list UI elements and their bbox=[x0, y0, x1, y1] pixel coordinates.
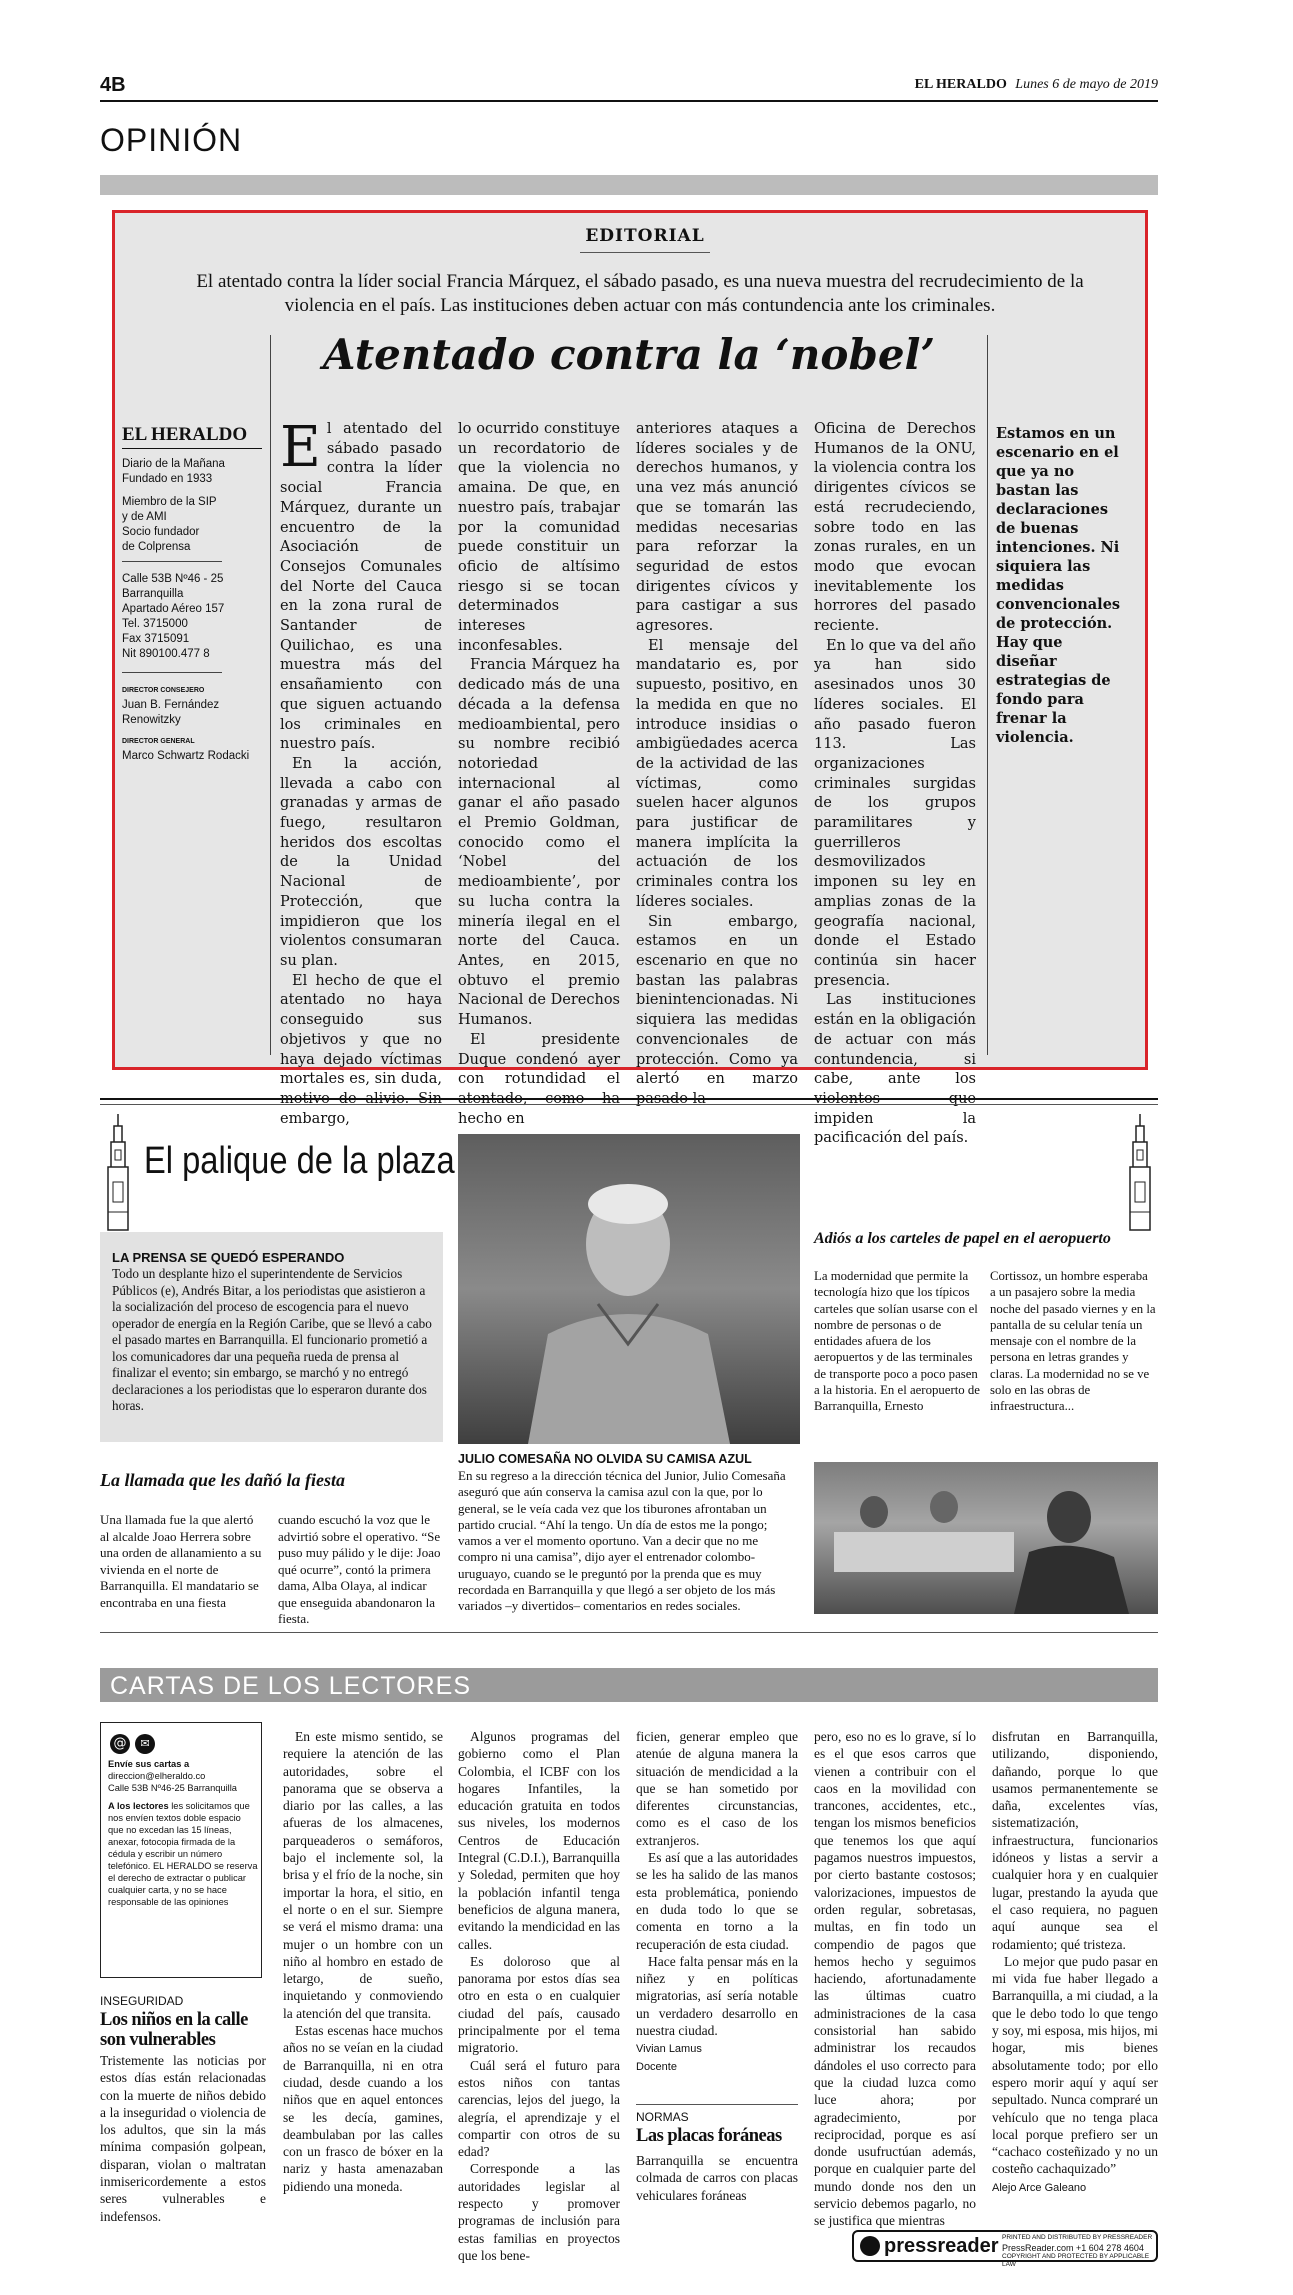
director-label: DIRECTOR CONSEJERO bbox=[122, 687, 205, 694]
editorial-column-2 bbox=[458, 420, 620, 1129]
julio-text: En su regreso a la dirección técnica del Junior, Julio Comesaña aseguró que aún conserva la camisa azul con la que, por lo general, se le veía cada vez que los tiburones afrontaban un partido crucial. “Ahí la tengo. Un día de estos me la pongo; vamos a ver el momento oportuno. Van a decir que no me compro ni una camisa”, dijo ayer el entrenador colombo-uruguayo, cuando se le preguntó por la prenda que es muy recordada en Barranquilla y que llegó a ser objeto de los más variados –y divertidos– comentarios en redes sociales. bbox=[458, 1468, 786, 1614]
carta-paragraph: Lo mejor que pudo pasar en mi vida fue haber llegado a Barranquilla, a mi ciudad, a la que le debo todo lo que tengo y soy, mi esposa, mis hijos, mi hogar, mis bienes absolutamente todo; por ello espero morir aquí y aquí ser sepultado. Nunca compraré un vehículo que no tenga placa local porque prefiero ser un “cachaco costeñizado y no un costeño cachaquizado” bbox=[992, 1953, 1158, 2177]
pressreader-line: PressReader.com +1 604 278 4604 bbox=[1002, 2242, 1144, 2253]
masthead-line: Fax 3715091 bbox=[122, 633, 190, 645]
page-header-right bbox=[915, 76, 1158, 93]
carta-col-4 bbox=[636, 1728, 798, 2076]
info-line: Calle 53B Nº46-25 Barranquilla bbox=[108, 1783, 237, 1793]
editorial-paragraph: El hecho de que el atentado no haya conseguido sus objetivos y que no haya dejado víctimas mortales es, sin duda, motivo de alivio. Sin embargo, bbox=[280, 972, 442, 1127]
editorial-paragraph: Sin embargo, estamos en un escenario en que no bastan las palabras bienintencionadas. Ni siquiera las medidas convencionales de protección. Como ya alertó en marzo pasado la bbox=[636, 913, 798, 1107]
publication-name: EL HERALDO bbox=[914, 77, 1007, 92]
airport-figures bbox=[814, 1462, 1158, 1614]
editorial-paragraph: En la acción, llevada a cabo con granadas y armas de fuego, resultaron heridos dos escoltas de la Unidad Nacional de Protección, que impidieron que los violentos consumaran su plan. bbox=[280, 755, 442, 969]
editorial-paragraph: anteriores ataques a líderes sociales y de derechos humanos, y una vez más anunció que se tomarán las medidas necesarias para reforzar la seguridad de estos dirigentes cívicos y para castigar a sus agresores. bbox=[636, 421, 798, 635]
llamada-col-b: cuando escuchó la voz que le advirtió sobre el operativo. “Se puso muy pálido y le dije: Joao qué ocurre”, contó la primera dama, Alba Olaya, al indicar que enseguida abandonaron la fiesta. bbox=[278, 1512, 441, 1626]
masthead-line: Tel. 3715000 bbox=[122, 618, 188, 630]
director-name: Juan B. Fernández Renowitzky bbox=[122, 699, 220, 726]
editorial-paragraph: l atentado del sábado pasado contra la líder social Francia Márquez, durante un encuentro de la Asociación de Consejos Comunales del Norte del Cauca en la zona rural de Santander de Quilichao, es una muestra más del ensañamiento con que siguen actuando los criminales en nuestro país. bbox=[280, 421, 442, 753]
pressreader-logo-icon bbox=[860, 2236, 880, 2256]
palique-rule-bottom bbox=[100, 1632, 1158, 1633]
editorial-paragraph: Las instituciones están en la obligación de actuar con más contundencia, si cabe, ante los violentos que impiden la pacificación del país. bbox=[814, 992, 976, 1147]
head-ninos: Los niños en la calle son vulnerables bbox=[100, 2010, 248, 2050]
kicker-inseguridad: INSEGURIDAD bbox=[100, 1994, 184, 2008]
info-line: direccion@elheraldo.co bbox=[108, 1771, 206, 1781]
editorial-paragraph: El mensaje del mandatario es, por supuesto, positivo, en la medida en que no introduce insidias o ambigüedades acerca de la actividad de las víctimas, como suelen hacer algunos para justificar de manera implícita la actuación de los criminales contra los líderes sociales. bbox=[636, 637, 798, 910]
masthead bbox=[122, 424, 262, 764]
masthead-line: de Colprensa bbox=[122, 541, 191, 553]
carta-col-6 bbox=[992, 1728, 1158, 2197]
kicker-normas: NORMAS bbox=[636, 2110, 689, 2124]
text-ninos: Tristemente las noticias por estos días están relacionadas con la muerte de niños debido a la inseguridad o violencia de los adultos, que sin la más mínima compasión golpean, disparan, violan o maltratan inmisericordemente a estos seres vulnerables e indefensos. bbox=[100, 2053, 266, 2224]
editorial-paragraph: En lo que va del año ya han sido asesinados unos 30 líderes sociales. El año pasado fueron 113. Las organizaciones criminales surgidas de los grupos paramilitares y guerrilleros desmovilizados imponen su ley en amplias zonas de la geografía nacional, donde el Estado continúa sin hacer presencia. bbox=[814, 637, 976, 989]
mail-icon: ✉ bbox=[135, 1734, 155, 1754]
carta-paragraph: Algunos programas del gobierno como el Plan Colombia, el ICBF con los hogares Infantiles, la educación gratuita en todos sus niveles, los modernos Centros de Educación Integral (C.D.I.), Barranquilla y Soledad, permiten que hoy la población infantil tenga beneficios de alguna manera, evitando la mendicidad en las calles. bbox=[458, 1729, 620, 1952]
carta-paragraph: Estas escenas hace muchos años no se veían en la ciudad de Barranquilla, ni en otra ciudad, desde cuando a los niños que en aquel entonces se les decía, gamines, deambulaban por las calles con un frasco de bóxer en la nariz y hasta amenazaban pidiendo una moneda. bbox=[283, 2023, 443, 2194]
normas-rule bbox=[636, 2104, 798, 2105]
adios-col-a: La modernidad que permite la tecnología hizo que los típicos carteles que solían usarse con el nombre de personas o de entidades afuera de los aeropuertos y de las terminales de transporte poco a poco pasen a la historia. En el aeropuerto de Barranquilla, Ernesto bbox=[814, 1269, 980, 1414]
julio-photo bbox=[458, 1134, 800, 1444]
kicker-rule bbox=[580, 252, 710, 253]
masthead-line: Barranquilla bbox=[122, 588, 184, 600]
airport-photo bbox=[814, 1462, 1158, 1614]
editorial-headline: Atentado contra la ‘nobel’ bbox=[322, 330, 936, 379]
adios-head: Adiós a los carteles de papel en el aeropuerto bbox=[814, 1230, 1111, 1247]
dropcap: E bbox=[280, 415, 321, 480]
pullquote: Estamos en un escenario en el que ya no bastan las declaraciones de buenas intenciones. Ni siquiera las medidas convencionales de protección. Hay que diseñar estrategias de fondo para frenar la violencia. bbox=[996, 425, 1121, 746]
contact-icons bbox=[110, 1732, 155, 1754]
masthead-line: Calle 53B Nº46 - 25 bbox=[122, 573, 224, 585]
llamada-head: La llamada que les dañó la fiesta bbox=[100, 1470, 345, 1490]
carta-col-3 bbox=[458, 1728, 620, 2264]
carta-col-5: pero, eso no es lo grave, sí lo es el que esos carros que vienen a contribuir con el caos en la movilidad con trancones, accidentes, etc., tengan los mismos beneficios que tenemos los que aquí pagamos nuestros impuestos, por cierto bastante costosos; valorizaciones, impuestos de orden regular, sobretasas, multas, en fin todo un compendio de pagos que hemos hecho y seguimos haciendo, afortunadamente las últimas cuatro administraciones de la casa consistorial han sabido administrar los recaudos dándoles el uso correcto para que la ciudad luzca como luce ahora; por agradecimiento, por reciprocidad, porque es así donde usufructúan además, porque en cualquier parte del mundo donde nos den un servicio debemos pagarlo, no se justifica que mientras bbox=[814, 1729, 976, 2229]
pressreader-line: COPYRIGHT AND PROTECTED BY APPLICABLE LAW bbox=[1002, 2252, 1150, 2268]
person-figure bbox=[458, 1134, 800, 1444]
masthead-line: y de AMI bbox=[122, 511, 167, 523]
editorial-kicker: EDITORIAL bbox=[585, 226, 705, 246]
palique-rule-top bbox=[100, 1098, 1158, 1100]
carta-paragraph: Es así que a las autoridades se les ha salido de las manos esta problemática, poniendo en duda todo lo que se comenta en torno a la recuperación de esta ciudad. bbox=[636, 1850, 798, 1952]
header-rule bbox=[100, 100, 1158, 102]
masthead-line: Miembro de la SIP bbox=[122, 496, 217, 508]
general-name: Marco Schwartz Rodacki bbox=[122, 750, 250, 762]
signature: Vivian Lamus bbox=[636, 2043, 702, 2056]
info-text: les solicitamos que nos envíen textos doble espacio que no excedan las 15 líneas, anexar, fotocopia firmada de la cédula y escribir un número telefónico. EL HERALDO se reserva el derecho de extractar o publicar cualquier carta, y no se hace responsable de las opiniones bbox=[108, 1801, 258, 1907]
editorial-deck: El atentado contra la líder social Francia Márquez, el sábado pasado, es una nueva muestra del recrudecimiento de la violencia en el país. Las instituciones deben actuar con más contundencia ante los criminales. bbox=[196, 271, 1084, 316]
general-label: DIRECTOR GENERAL bbox=[122, 738, 195, 745]
carta-paragraph: Hace falta pensar más en la niñez y en políticas migratorias, así sería notable un verdadero desarrollo en nuestra ciudad. bbox=[636, 1953, 798, 2039]
headline-rule-left bbox=[270, 335, 271, 1055]
at-icon: @ bbox=[110, 1734, 130, 1754]
prensa-head: LA PRENSA SE QUEDÓ ESPERANDO bbox=[112, 1250, 345, 1265]
prensa-text: Todo un desplante hizo el superintendente de Servicios Públicos (e), Andrés Bitar, a los periodistas que asistieron a la socialización del proceso de escogencia para el nuevo operador de energía en la Región Caribe, que se llevó a cabo el pasado martes en Barranquilla. El funcionario prometió a los comunicadores dar una pequeña rueda de prensa al finalizar el evento; sin embargo, se marchó y no entregó declaraciones a los periodistas que lo esperaron durante dos horas. bbox=[112, 1266, 432, 1413]
signature-role: Docente bbox=[636, 2060, 677, 2073]
julio-head: JULIO COMESAÑA NO OLVIDA SU CAMISA AZUL bbox=[458, 1452, 752, 1466]
tower-icon bbox=[1122, 1112, 1158, 1232]
head-placas: Las placas foráneas bbox=[636, 2126, 782, 2146]
masthead-line: Diario de la Mañana bbox=[122, 458, 225, 470]
masthead-line: Nit 890100.477 8 bbox=[122, 648, 210, 660]
editorial-paragraph: Oficina de Derechos Humanos de la ONU, la violencia contra los dirigentes cívicos se está recrudeciendo, sobre todo en las zonas rurales, en un modo que evocan inevitablemente los horrores del pasado reciente. bbox=[814, 421, 976, 635]
section-bar bbox=[100, 175, 1158, 195]
editorial-paragraph: El presidente Duque condenó ayer con rotundidad el atentado, como ha hecho en bbox=[458, 1031, 620, 1127]
editorial-column-4 bbox=[814, 420, 976, 1149]
masthead-line: Fundado en 1933 bbox=[122, 473, 213, 485]
text-placas: Barranquilla se encuentra colmada de carros con placas vehiculares foráneas bbox=[636, 2153, 798, 2203]
info-bold: A los lectores bbox=[108, 1801, 169, 1811]
page-date: Lunes 6 de mayo de 2019 bbox=[1015, 77, 1158, 92]
carta-paragraph: En este mismo sentido, se requiere la atención de las autoridades, sobre el panorama que se observa a diario por las calles, a las afueras de los almacenes, parqueaderos o semáforos, bajo el inclemente sol, la brisa y el frío de la noche, sin importar la hora, el sitio, en el norte o en el sur. Siempre se verá el mismo drama: una mujer o un hombre con un niño al hombro en estado de letargo, de sueño, inquietando y conmoviendo la atención del que transita. bbox=[283, 1729, 443, 2021]
adios-col-b: Cortissoz, un hombre esperaba a un pasajero sobre la media noche del pasado viernes y en la pantalla de su celular tenía un mensaje con el nombre de la persona en letras grandes y claras. La modernidad no se ve solo en las obras de infraestructura... bbox=[990, 1269, 1156, 1414]
palique-rule-top-2 bbox=[100, 1104, 1158, 1105]
editorial-paragraph: lo ocurrido constituye un recordatorio de que la violencia no amaina. De que, en nuestro país, trabajar por la comunidad puede constituir un oficio de altísimo riesgo si se tocan determinados intereses inconfesables. bbox=[458, 421, 620, 654]
cartas-info bbox=[108, 1758, 258, 1908]
cartas-title: CARTAS DE LOS LECTORES bbox=[110, 1672, 471, 1700]
masthead-line: Apartado Aéreo 157 bbox=[122, 603, 225, 615]
page-number: 4B bbox=[100, 74, 126, 96]
masthead-name: EL HERALDO bbox=[122, 424, 262, 449]
carta-paragraph: Cuál será el futuro para estos niños con tantas carencias, lejos del juego, la alegría, el aprendizaje y el compartir con otros de su edad? bbox=[458, 2057, 620, 2160]
tower-icon bbox=[100, 1112, 136, 1232]
editorial-column-3 bbox=[636, 420, 798, 1110]
masthead-line: Socio fundador bbox=[122, 526, 200, 538]
palique-title: El palique de la plaza bbox=[144, 1140, 455, 1182]
signature: Alejo Arce Galeano bbox=[992, 2181, 1087, 2194]
editorial-column-1 bbox=[280, 415, 442, 1129]
info-head: Envíe sus cartas a bbox=[108, 1759, 190, 1769]
pressreader-line: PRINTED AND DISTRIBUTED BY PRESSREADER bbox=[1002, 2234, 1153, 2241]
carta-col-2 bbox=[283, 1728, 443, 2195]
section-title: OPINIÓN bbox=[100, 122, 243, 158]
headline-rule-right bbox=[987, 335, 988, 1055]
carta-paragraph: ficien, generar empleo que atenúe de alguna manera la situación de mendicidad a la que se han sometido por diferentes circunstancias, como es el caso de los extranjeros. bbox=[636, 1729, 798, 1848]
editorial-paragraph: Francia Márquez ha dedicado más de una década a la defensa medioambiental, pero su nombre recibió notoriedad internacional al ganar el año pasado el Premio Goldman, conocido como el ‘Nobel del medioambiente’, por su lucha contra la minería ilegal en el norte del Cauca. Antes, en 2015, obtuvo el premio Nacional de Derechos Humanos. bbox=[458, 657, 620, 1029]
carta-paragraph: disfrutan en Barranquilla, utilizando, disponiendo, dañando, porque lo que usamos permanentemente se daña, excelentes vías, sistematización, infraestructura, funcionarios idóneos y listas a servir a cualquier hora y en cualquier lugar, prestando la ayuda que el caso requiera, no paguen aquí aunque sea el rodamiento; qué tristeza. bbox=[992, 1729, 1158, 1952]
llamada-col-a: Una llamada fue la que alertó al alcalde Joao Herrera sobre una orden de allanamiento a su vivienda en el norte de Barranquilla. El mandatario se encontraba en una fiesta bbox=[100, 1512, 262, 1610]
carta-paragraph: Corresponde a las autoridades legislar al respecto y promover programas de inclusión para estas familias en proyectos que los bene- bbox=[458, 2161, 620, 2263]
pressreader-badge bbox=[852, 2230, 1158, 2268]
pressreader-brand: pressreader bbox=[884, 2235, 999, 2257]
carta-paragraph: Es doloroso que al panorama por estos días sea otro en esta o en cualquier ciudad del país, causado principalmente por el tema migratorio. bbox=[458, 1953, 620, 2056]
